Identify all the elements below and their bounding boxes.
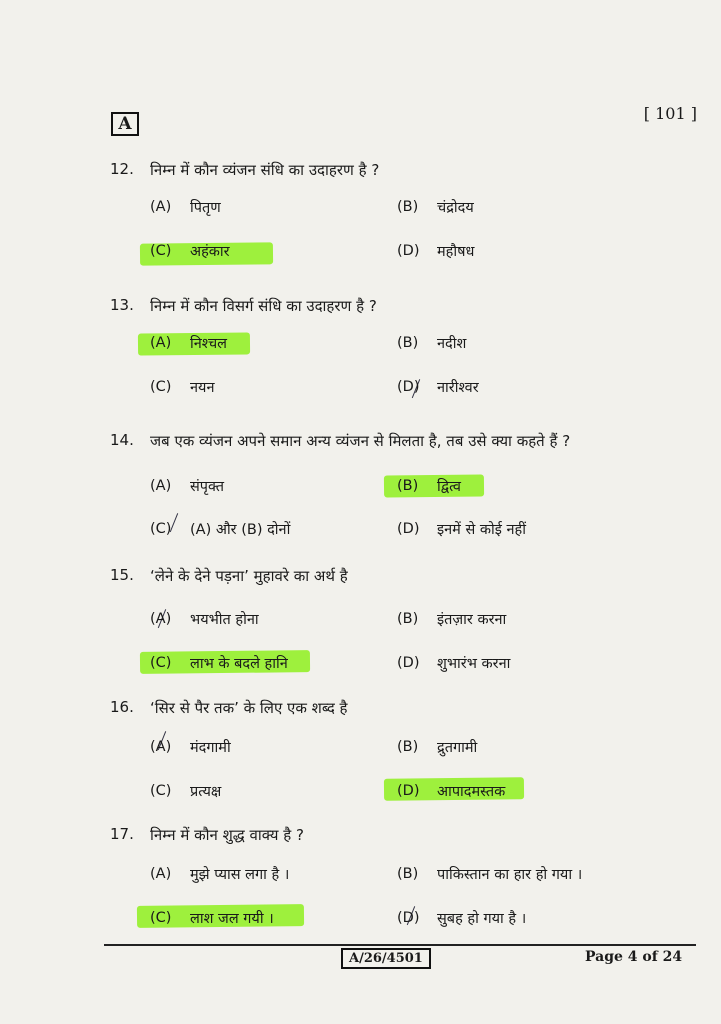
question-15: [0, 566, 721, 696]
option-letter: (D): [397, 243, 420, 259]
option-text: लाभ के बदले हानि: [190, 656, 288, 672]
option-text: (A) और (B) दोनों: [190, 522, 291, 538]
option-text: नारीश्वर: [437, 380, 479, 396]
option-b[interactable]: [397, 606, 506, 632]
option-letter: (D): [397, 783, 420, 799]
option-text: लाश जल गयी ।: [190, 911, 274, 927]
set-code-box: A: [111, 112, 139, 136]
option-letter: (A): [150, 611, 172, 627]
option-a[interactable]: [150, 861, 289, 887]
option-a[interactable]: [150, 473, 224, 499]
question-number: 12.: [110, 160, 134, 178]
booklet-serial: A/26/4501: [341, 948, 431, 969]
option-text: प्रत्यक्ष: [190, 784, 222, 800]
option-letter: (A): [150, 866, 172, 882]
option-d[interactable]: [397, 374, 479, 400]
option-letter: (C): [150, 379, 172, 395]
option-c[interactable]: [150, 778, 221, 804]
option-text: निश्चल: [190, 336, 228, 352]
question-number: 15.: [110, 566, 134, 584]
option-b[interactable]: [397, 473, 461, 499]
option-d[interactable]: [397, 905, 526, 931]
option-c[interactable]: [150, 374, 215, 400]
option-letter: (B): [397, 611, 419, 627]
question-17: [0, 825, 721, 955]
option-a[interactable]: [150, 330, 227, 356]
option-d[interactable]: [397, 516, 526, 542]
option-b[interactable]: [397, 861, 582, 887]
option-letter: (A): [150, 335, 172, 351]
option-text: पाकिस्तान का हार हो गया ।: [437, 867, 583, 883]
option-b[interactable]: [397, 734, 477, 760]
option-c[interactable]: [150, 238, 230, 264]
option-d[interactable]: [397, 778, 505, 804]
option-text: द्वित्व: [437, 479, 461, 495]
option-letter: (A): [150, 199, 172, 215]
option-letter: (C): [150, 243, 172, 259]
option-letter: (D): [397, 910, 420, 926]
question-text: निम्न में कौन विसर्ग संधि का उदाहरण है ?: [150, 297, 377, 315]
option-letter: (C): [150, 521, 172, 537]
page-code: [ 101 ]: [643, 104, 697, 123]
option-text: इंतज़ार करना: [437, 612, 507, 628]
option-text: इनमें से कोई नहीं: [437, 522, 526, 538]
option-text: नदीश: [437, 336, 467, 352]
question-13: [0, 296, 721, 426]
option-a[interactable]: [150, 606, 259, 632]
option-letter: (D): [397, 655, 420, 671]
option-text: भयभीत होना: [190, 612, 259, 628]
option-c[interactable]: [150, 516, 290, 542]
option-text: अहंकार: [190, 244, 230, 260]
option-letter: (A): [150, 739, 172, 755]
question-number: 13.: [110, 296, 134, 314]
question-12: [0, 160, 721, 290]
option-text: शुभारंभ करना: [437, 656, 511, 672]
question-text: निम्न में कौन व्यंजन संधि का उदाहरण है ?: [150, 161, 380, 179]
option-a[interactable]: [150, 734, 231, 760]
option-letter: (B): [397, 199, 419, 215]
option-text: नयन: [190, 380, 215, 396]
option-letter: (D): [397, 379, 420, 395]
question-16: [0, 698, 721, 828]
option-letter: (C): [150, 655, 172, 671]
option-letter: (C): [150, 783, 172, 799]
option-d[interactable]: [397, 238, 474, 264]
option-b[interactable]: [397, 194, 474, 220]
option-b[interactable]: [397, 330, 466, 356]
option-text: मुझे प्यास लगा है ।: [190, 867, 290, 883]
option-d[interactable]: [397, 650, 510, 676]
option-text: पितृण: [190, 200, 221, 216]
option-text: आपादमस्तक: [437, 784, 506, 800]
footer-divider: [104, 944, 696, 946]
question-number: 17.: [110, 825, 134, 843]
question-text: ‘लेने के देने पड़ना’ मुहावरे का अर्थ है: [150, 567, 348, 585]
option-text: चंद्रोदय: [437, 200, 474, 216]
option-a[interactable]: [150, 194, 221, 220]
option-text: द्रुतगामी: [437, 740, 478, 756]
option-text: मंदगामी: [190, 740, 231, 756]
option-letter: (C): [150, 910, 172, 926]
question-14: [0, 431, 721, 561]
option-letter: (B): [397, 335, 419, 351]
option-letter: (B): [397, 739, 419, 755]
question-text: ‘सिर से पैर तक’ के लिए एक शब्द है: [150, 699, 348, 717]
option-c[interactable]: [150, 905, 274, 931]
question-number: 14.: [110, 431, 134, 449]
option-text: सुबह हो गया है ।: [437, 911, 527, 927]
option-c[interactable]: [150, 650, 288, 676]
question-number: 16.: [110, 698, 134, 716]
option-text: महौषध: [437, 244, 475, 260]
option-text: संपृक्त: [190, 479, 225, 495]
option-letter: (B): [397, 478, 419, 494]
page-number: Page 4 of 24: [585, 949, 683, 965]
question-text: निम्न में कौन शुद्ध वाक्य है ?: [150, 826, 304, 844]
option-letter: (A): [150, 478, 172, 494]
option-letter: (B): [397, 866, 419, 882]
option-letter: (D): [397, 521, 420, 537]
question-text: जब एक व्यंजन अपने समान अन्य व्यंजन से मिलता है, तब उसे क्या कहते हैं ?: [150, 432, 571, 450]
